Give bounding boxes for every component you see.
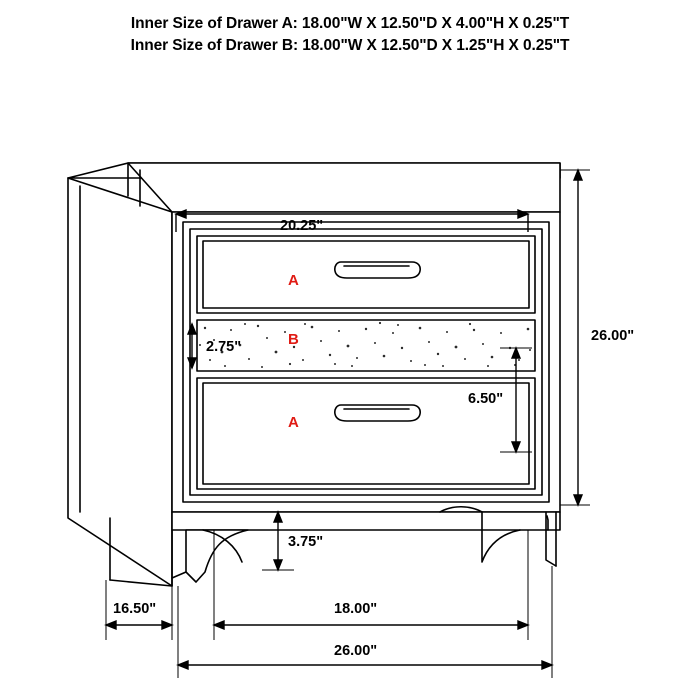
dim-top-drawer-width: 20.25" [280, 218, 324, 234]
dim-overall-width: 26.00" [334, 643, 378, 659]
dim-drawer-b-height: 2.75" [206, 339, 242, 355]
dim-depth: 16.50" [113, 601, 157, 617]
header-line-2: Inner Size of Drawer B: 18.00"W X 12.50"D X 1.25"H X 0.25"T [130, 37, 570, 54]
callout-drawer-a-bottom: A [288, 414, 299, 431]
callout-drawer-b: B [288, 331, 299, 348]
callout-drawer-a-top: A [288, 272, 299, 289]
header-line-1: Inner Size of Drawer A: 18.00"W X 12.50"D X 4.00"H X 0.25"T [130, 15, 570, 32]
dim-overall-height: 26.00" [591, 328, 635, 344]
dim-lower-drawer-height: 6.50" [468, 391, 504, 407]
dim-leg-height: 3.75" [288, 534, 324, 550]
dim-inner-width: 18.00" [334, 601, 378, 617]
